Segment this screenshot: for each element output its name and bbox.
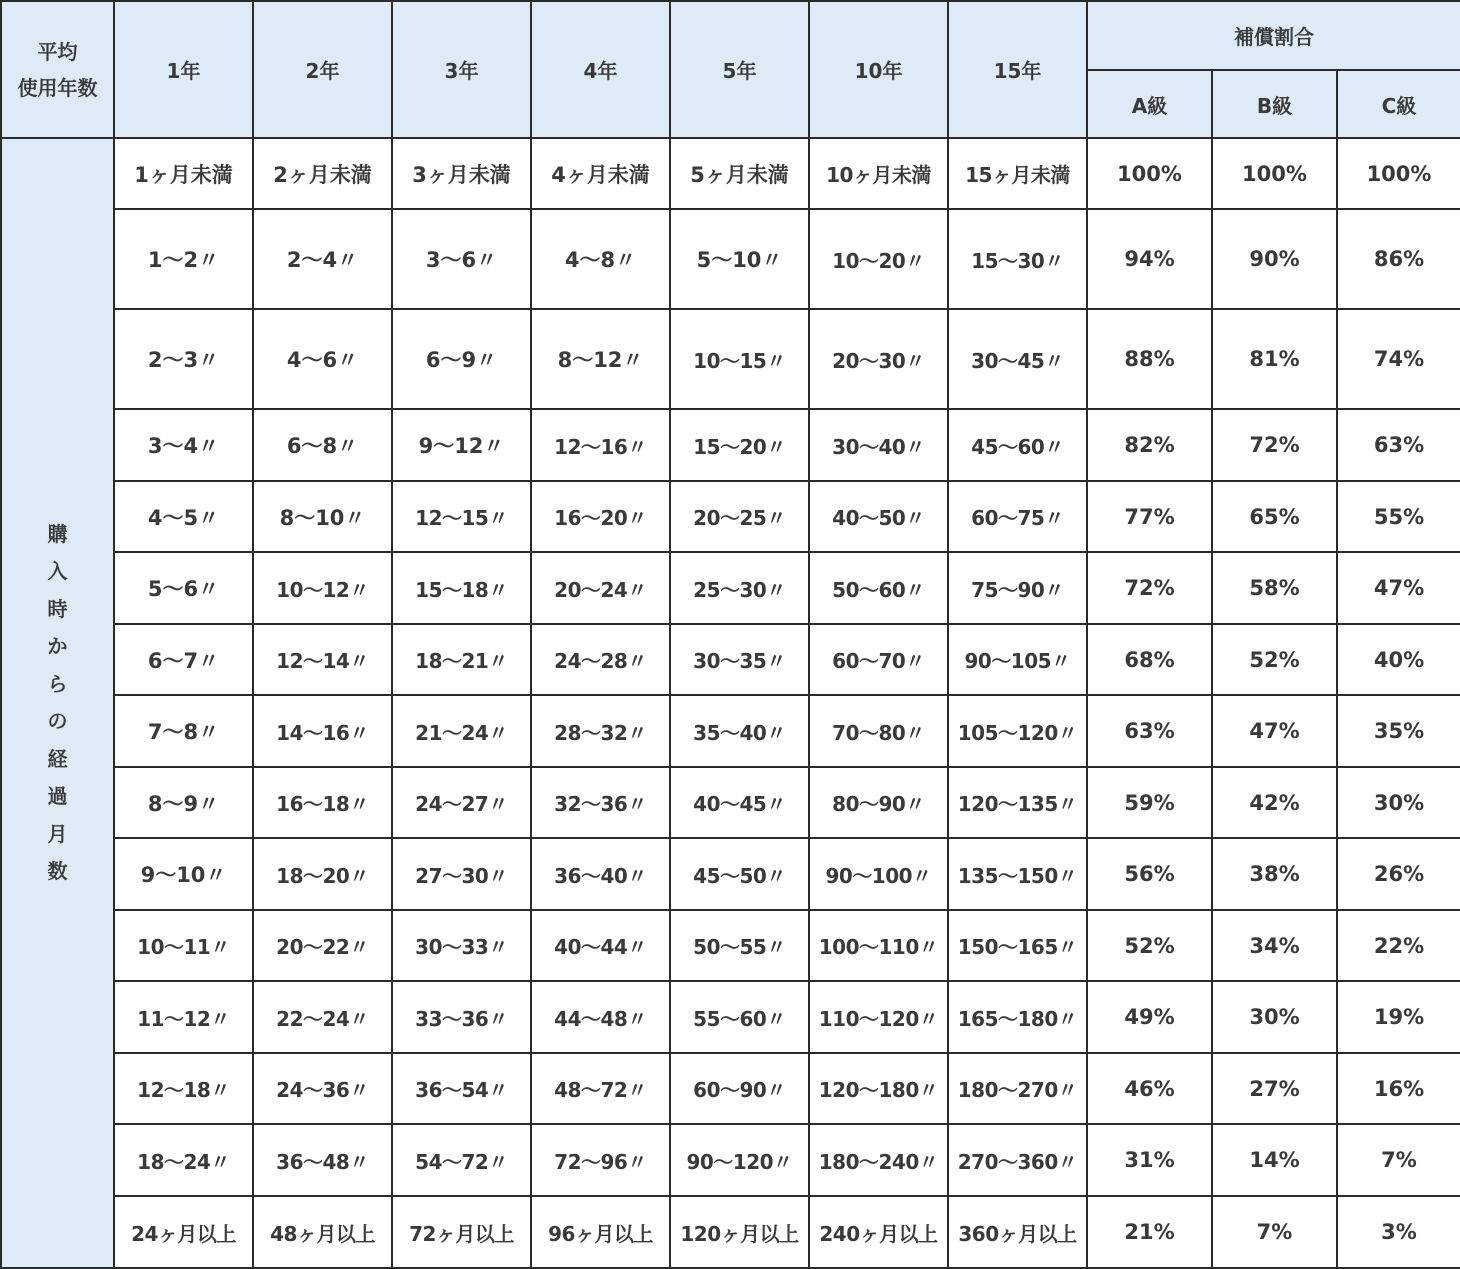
elapsed-months-cell: 240ヶ月以上 xyxy=(809,1196,948,1268)
table-row xyxy=(1,1124,1460,1196)
rate-cell: 30% xyxy=(1337,767,1460,838)
elapsed-months-cell: 10〜11〃 xyxy=(114,910,253,981)
rate-cell: 100% xyxy=(1337,138,1460,209)
rate-cell: 47% xyxy=(1212,695,1337,767)
rate-cell: 21% xyxy=(1087,1196,1212,1268)
elapsed-months-cell: 30〜33〃 xyxy=(392,910,531,981)
rate-cell: 26% xyxy=(1337,838,1460,910)
corner-line: 使用年数 xyxy=(17,75,98,100)
rate-cell: 100% xyxy=(1212,138,1337,209)
table-row xyxy=(1,209,1460,309)
elapsed-months-cell: 180〜270〃 xyxy=(948,1053,1087,1124)
rate-cell: 38% xyxy=(1212,838,1337,910)
rate-cell: 72% xyxy=(1212,409,1337,481)
elapsed-months-cell: 27〜30〃 xyxy=(392,838,531,910)
vertical-label-char: ら xyxy=(47,671,68,696)
elapsed-months-cell: 12〜15〃 xyxy=(392,481,531,552)
elapsed-months-cell: 360ヶ月以上 xyxy=(948,1196,1087,1268)
elapsed-months-cell: 30〜40〃 xyxy=(809,409,948,481)
elapsed-months-cell: 25〜30〃 xyxy=(670,552,809,624)
rate-cell: 58% xyxy=(1212,552,1337,624)
rate-cell: 94% xyxy=(1087,209,1212,309)
rate-cell: 59% xyxy=(1087,767,1212,838)
elapsed-months-cell: 10〜15〃 xyxy=(670,309,809,409)
elapsed-months-cell: 35〜40〃 xyxy=(670,695,809,767)
table-row xyxy=(1,481,1460,552)
year-header: 3年 xyxy=(392,1,531,138)
average-usage-years-header xyxy=(1,1,114,138)
elapsed-months-cell: 16〜20〃 xyxy=(531,481,670,552)
elapsed-months-cell: 20〜22〃 xyxy=(253,910,392,981)
elapsed-months-cell: 4〜6〃 xyxy=(253,309,392,409)
elapsed-months-cell: 3ヶ月未満 xyxy=(392,138,531,209)
vertical-label-char: 入 xyxy=(47,559,68,583)
elapsed-months-cell: 15〜18〃 xyxy=(392,552,531,624)
elapsed-months-cell: 20〜30〃 xyxy=(809,309,948,409)
elapsed-months-cell: 40〜50〃 xyxy=(809,481,948,552)
elapsed-months-cell: 80〜90〃 xyxy=(809,767,948,838)
elapsed-months-cell: 4ヶ月未満 xyxy=(531,138,670,209)
elapsed-months-cell: 20〜25〃 xyxy=(670,481,809,552)
rate-cell: 55% xyxy=(1337,481,1460,552)
rate-cell: 90% xyxy=(1212,209,1337,309)
elapsed-months-cell: 24〜36〃 xyxy=(253,1053,392,1124)
elapsed-months-cell: 50〜55〃 xyxy=(670,910,809,981)
vertical-label-char: か xyxy=(47,634,68,658)
rate-cell: 63% xyxy=(1337,409,1460,481)
elapsed-months-label xyxy=(1,138,114,1268)
elapsed-months-cell: 32〜36〃 xyxy=(531,767,670,838)
elapsed-months-cell: 30〜35〃 xyxy=(670,624,809,695)
elapsed-months-cell: 24〜27〃 xyxy=(392,767,531,838)
rate-cell: 56% xyxy=(1087,838,1212,910)
elapsed-months-cell: 20〜24〃 xyxy=(531,552,670,624)
rate-cell: 19% xyxy=(1337,981,1460,1053)
elapsed-months-cell: 120〜180〃 xyxy=(809,1053,948,1124)
elapsed-months-cell: 150〜165〃 xyxy=(948,910,1087,981)
elapsed-months-cell: 36〜40〃 xyxy=(531,838,670,910)
elapsed-months-cell: 36〜54〃 xyxy=(392,1053,531,1124)
rate-cell: 31% xyxy=(1087,1124,1212,1196)
year-header: 15年 xyxy=(948,1,1087,138)
rate-cell: 82% xyxy=(1087,409,1212,481)
elapsed-months-cell: 15〜30〃 xyxy=(948,209,1087,309)
rate-cell: 22% xyxy=(1337,910,1460,981)
rate-cell: 47% xyxy=(1337,552,1460,624)
elapsed-months-cell: 15〜20〃 xyxy=(670,409,809,481)
elapsed-months-cell: 3〜6〃 xyxy=(392,209,531,309)
rate-cell: 14% xyxy=(1212,1124,1337,1196)
compensation-rate-header: 補償割合 xyxy=(1087,1,1460,70)
elapsed-months-cell: 6〜7〃 xyxy=(114,624,253,695)
elapsed-months-cell: 16〜18〃 xyxy=(253,767,392,838)
elapsed-months-cell: 5〜10〃 xyxy=(670,209,809,309)
rate-cell: 42% xyxy=(1212,767,1337,838)
table-row xyxy=(1,409,1460,481)
grade-header: C級 xyxy=(1337,70,1460,138)
table-row xyxy=(1,1053,1460,1124)
elapsed-months-cell: 12〜16〃 xyxy=(531,409,670,481)
elapsed-months-cell: 4〜8〃 xyxy=(531,209,670,309)
elapsed-months-cell: 72ヶ月以上 xyxy=(392,1196,531,1268)
rate-cell: 88% xyxy=(1087,309,1212,409)
table-header xyxy=(1,1,1460,138)
elapsed-months-cell: 40〜45〃 xyxy=(670,767,809,838)
elapsed-months-cell: 6〜8〃 xyxy=(253,409,392,481)
vertical-label xyxy=(48,516,68,891)
elapsed-months-cell: 22〜24〃 xyxy=(253,981,392,1053)
elapsed-months-cell: 24ヶ月以上 xyxy=(114,1196,253,1268)
table-row xyxy=(1,767,1460,838)
elapsed-months-cell: 40〜44〃 xyxy=(531,910,670,981)
rate-cell: 63% xyxy=(1087,695,1212,767)
elapsed-months-cell: 1ヶ月未満 xyxy=(114,138,253,209)
elapsed-months-cell: 120ヶ月以上 xyxy=(670,1196,809,1268)
elapsed-months-cell: 33〜36〃 xyxy=(392,981,531,1053)
rate-cell: 7% xyxy=(1212,1196,1337,1268)
grade-header: B級 xyxy=(1212,70,1337,138)
rate-cell: 81% xyxy=(1212,309,1337,409)
table-row xyxy=(1,981,1460,1053)
rate-cell: 3% xyxy=(1337,1196,1460,1268)
elapsed-months-cell: 7〜8〃 xyxy=(114,695,253,767)
table-row xyxy=(1,138,1460,209)
elapsed-months-cell: 5〜6〃 xyxy=(114,552,253,624)
rate-cell: 68% xyxy=(1087,624,1212,695)
elapsed-months-cell: 15ヶ月未満 xyxy=(948,138,1087,209)
elapsed-months-cell: 18〜24〃 xyxy=(114,1124,253,1196)
elapsed-months-cell: 9〜10〃 xyxy=(114,838,253,910)
vertical-label-char: 数 xyxy=(47,859,68,883)
elapsed-months-cell: 135〜150〃 xyxy=(948,838,1087,910)
vertical-label-char: 過 xyxy=(47,784,68,808)
rate-cell: 52% xyxy=(1087,910,1212,981)
elapsed-months-cell: 60〜75〃 xyxy=(948,481,1087,552)
grade-header: A級 xyxy=(1087,70,1212,138)
elapsed-months-cell: 90〜100〃 xyxy=(809,838,948,910)
elapsed-months-cell: 2〜4〃 xyxy=(253,209,392,309)
elapsed-months-cell: 55〜60〃 xyxy=(670,981,809,1053)
rate-cell: 46% xyxy=(1087,1053,1212,1124)
elapsed-months-cell: 100〜110〃 xyxy=(809,910,948,981)
elapsed-months-cell: 50〜60〃 xyxy=(809,552,948,624)
elapsed-months-cell: 165〜180〃 xyxy=(948,981,1087,1053)
elapsed-months-cell: 105〜120〃 xyxy=(948,695,1087,767)
elapsed-months-cell: 72〜96〃 xyxy=(531,1124,670,1196)
vertical-label-char: 経 xyxy=(47,746,68,771)
rate-cell: 30% xyxy=(1212,981,1337,1053)
elapsed-months-cell: 45〜50〃 xyxy=(670,838,809,910)
elapsed-months-cell: 5ヶ月未満 xyxy=(670,138,809,209)
elapsed-months-cell: 96ヶ月以上 xyxy=(531,1196,670,1268)
table-row xyxy=(1,624,1460,695)
elapsed-months-cell: 10〜20〃 xyxy=(809,209,948,309)
elapsed-months-cell: 10〜12〃 xyxy=(253,552,392,624)
table-row xyxy=(1,910,1460,981)
year-header: 1年 xyxy=(114,1,253,138)
elapsed-months-cell: 12〜18〃 xyxy=(114,1053,253,1124)
vertical-label-char: 月 xyxy=(47,821,68,846)
elapsed-months-cell: 21〜24〃 xyxy=(392,695,531,767)
elapsed-months-cell: 8〜10〃 xyxy=(253,481,392,552)
elapsed-months-cell: 60〜70〃 xyxy=(809,624,948,695)
elapsed-months-cell: 45〜60〃 xyxy=(948,409,1087,481)
elapsed-months-cell: 2〜3〃 xyxy=(114,309,253,409)
rate-cell: 52% xyxy=(1212,624,1337,695)
rate-cell: 74% xyxy=(1337,309,1460,409)
rate-cell: 27% xyxy=(1212,1053,1337,1124)
elapsed-months-cell: 28〜32〃 xyxy=(531,695,670,767)
elapsed-months-cell: 90〜105〃 xyxy=(948,624,1087,695)
elapsed-months-cell: 180〜240〃 xyxy=(809,1124,948,1196)
corner-line: 平均 xyxy=(37,39,78,64)
table-row xyxy=(1,695,1460,767)
elapsed-months-cell: 8〜9〃 xyxy=(114,767,253,838)
year-header: 2年 xyxy=(253,1,392,138)
vertical-label-char: 時 xyxy=(47,596,68,621)
rate-cell: 34% xyxy=(1212,910,1337,981)
elapsed-months-cell: 90〜120〃 xyxy=(670,1124,809,1196)
rate-cell: 100% xyxy=(1087,138,1212,209)
elapsed-months-cell: 8〜12〃 xyxy=(531,309,670,409)
elapsed-months-cell: 75〜90〃 xyxy=(948,552,1087,624)
elapsed-months-cell: 120〜135〃 xyxy=(948,767,1087,838)
elapsed-months-cell: 9〜12〃 xyxy=(392,409,531,481)
elapsed-months-cell: 60〜90〃 xyxy=(670,1053,809,1124)
elapsed-months-cell: 48ヶ月以上 xyxy=(253,1196,392,1268)
elapsed-months-cell: 18〜20〃 xyxy=(253,838,392,910)
rate-cell: 35% xyxy=(1337,695,1460,767)
elapsed-months-cell: 11〜12〃 xyxy=(114,981,253,1053)
rate-cell: 86% xyxy=(1337,209,1460,309)
vertical-label-char: の xyxy=(47,709,68,733)
elapsed-months-cell: 24〜28〃 xyxy=(531,624,670,695)
year-header: 5年 xyxy=(670,1,809,138)
elapsed-months-cell: 30〜45〃 xyxy=(948,309,1087,409)
rate-cell: 40% xyxy=(1337,624,1460,695)
year-header: 4年 xyxy=(531,1,670,138)
elapsed-months-cell: 36〜48〃 xyxy=(253,1124,392,1196)
elapsed-months-cell: 44〜48〃 xyxy=(531,981,670,1053)
rate-cell: 49% xyxy=(1087,981,1212,1053)
elapsed-months-cell: 4〜5〃 xyxy=(114,481,253,552)
elapsed-months-cell: 14〜16〃 xyxy=(253,695,392,767)
elapsed-months-cell: 1〜2〃 xyxy=(114,209,253,309)
table-body xyxy=(1,138,1460,1268)
elapsed-months-cell: 3〜4〃 xyxy=(114,409,253,481)
elapsed-months-cell: 18〜21〃 xyxy=(392,624,531,695)
table-row xyxy=(1,309,1460,409)
year-header: 10年 xyxy=(809,1,948,138)
elapsed-months-cell: 2ヶ月未満 xyxy=(253,138,392,209)
elapsed-months-cell: 110〜120〃 xyxy=(809,981,948,1053)
vertical-label-char: 購 xyxy=(47,521,68,546)
elapsed-months-cell: 6〜9〃 xyxy=(392,309,531,409)
table-row xyxy=(1,1196,1460,1268)
elapsed-months-cell: 10ヶ月未満 xyxy=(809,138,948,209)
elapsed-months-cell: 48〜72〃 xyxy=(531,1053,670,1124)
rate-cell: 65% xyxy=(1212,481,1337,552)
elapsed-months-cell: 70〜80〃 xyxy=(809,695,948,767)
table-row xyxy=(1,838,1460,910)
rate-cell: 7% xyxy=(1337,1124,1460,1196)
rate-cell: 16% xyxy=(1337,1053,1460,1124)
elapsed-months-cell: 270〜360〃 xyxy=(948,1124,1087,1196)
table-row xyxy=(1,552,1460,624)
rate-cell: 77% xyxy=(1087,481,1212,552)
elapsed-months-cell: 54〜72〃 xyxy=(392,1124,531,1196)
rate-cell: 72% xyxy=(1087,552,1212,624)
elapsed-months-cell: 12〜14〃 xyxy=(253,624,392,695)
